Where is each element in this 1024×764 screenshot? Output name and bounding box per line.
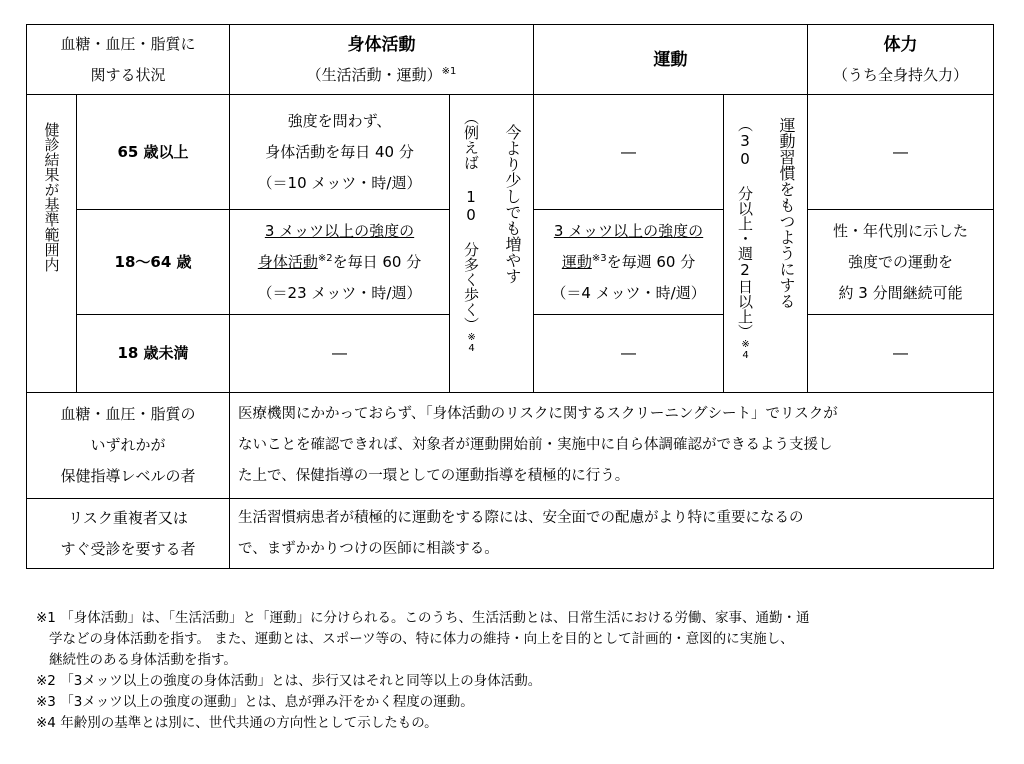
- header-status-line1: 血糖・血圧・脂質に: [60, 34, 196, 53]
- risk-label-line2: すぐ受診を要する者: [60, 539, 196, 558]
- activity-18-64-line1: 3 メッツ以上の強度の: [264, 221, 415, 240]
- footnotes: [36, 608, 996, 734]
- exercise-vertical-col2: （30 分以上・週2日以上）: [736, 116, 755, 339]
- activity-18-64-rest: を毎日 60 分: [332, 252, 422, 271]
- exercise-vertical-col1: 運動習慣をもつようにする: [777, 116, 797, 309]
- guidance-text-line1: 医療機関にかかっておらず、「身体活動のリスクに関するスクリーニングシート」でリスクが: [238, 406, 838, 422]
- exercise-18-64-line1: 3 メッツ以上の強度の: [553, 221, 704, 240]
- side-label-cell: [27, 95, 77, 393]
- fitness-65-plus: ―: [808, 95, 994, 210]
- header-exercise-cell: [534, 25, 808, 95]
- side-label: 健診結果が基準範囲内: [42, 121, 61, 272]
- guidance-label-line2: いずれかが: [90, 436, 166, 454]
- activity-18-64: [230, 210, 450, 315]
- footnote-1-line2: 学などの身体活動を指す。 また、運動とは、スポーツ等の、特に体力の維持・向上を目的として計画的・意図的に実施し、: [49, 631, 794, 647]
- activity-65-line2: 身体活動を毎日 40 分: [265, 142, 414, 161]
- guidance-label-line1: 血糖・血圧・脂質の: [60, 405, 196, 423]
- fitness-18-64-line1: 性・年代別に示した: [833, 221, 969, 240]
- exercise-18-64-rest: を毎週 60 分: [606, 252, 696, 271]
- guidance-label-line3: 保健指導レベルの者: [60, 467, 196, 485]
- exercise-18-64-u2: 運動: [561, 252, 592, 271]
- fitness-18-64-line2: 強度での運動を: [848, 252, 954, 271]
- guidance-row: [27, 393, 994, 499]
- activity-vertical-col1: 今より少しでも増やす: [503, 123, 523, 284]
- age-under-18: 18 歳未満: [77, 315, 230, 393]
- activity-65-plus: [230, 95, 450, 210]
- activity-vertical-sup: ※4: [466, 331, 478, 354]
- fitness-under-18: ―: [808, 315, 994, 393]
- activity-65-line1: 強度を問わず、: [287, 111, 392, 130]
- header-fitness-title: 体力: [883, 34, 918, 55]
- risk-label: [27, 499, 230, 569]
- risk-label-line1: リスク重複者又は: [68, 508, 188, 527]
- header-fitness-sub: （うち全身持久力）: [833, 65, 969, 84]
- age-65-plus: 65 歳以上: [77, 95, 230, 210]
- header-exercise-title: 運動: [653, 49, 688, 70]
- activity-vertical-cell: [450, 95, 534, 393]
- exercise-under-18: ―: [534, 315, 724, 393]
- risk-text-line2: で、まずかかりつけの医師に相談する。: [238, 540, 499, 557]
- risk-text-line1: 生活習慣病患者が積極的に運動をする際には、安全面での配慮がより特に重要になるの: [238, 509, 804, 526]
- exercise-65-plus: ―: [534, 95, 724, 210]
- footnote-4: ※4 年齢別の基準とは別に、世代共通の方向性として示したもの。: [36, 715, 438, 731]
- row-65-plus: [27, 95, 994, 210]
- footnote-3: ※3 「3メッツ以上の強度の運動」とは、息が弾み汗をかく程度の運動。: [36, 694, 474, 710]
- header-status-line2: 関する状況: [90, 65, 166, 84]
- activity-vertical-col2: （例えば 10 分多く歩く）: [462, 109, 481, 332]
- activity-65-line3: （＝10 メッツ・時/週）: [257, 173, 422, 192]
- header-activity-cell: [230, 25, 534, 95]
- physical-activity-guideline-table: [26, 24, 994, 569]
- footnote-2: ※2 「3メッツ以上の強度の身体活動」とは、歩行又はそれと同等以上の身体活動。: [36, 673, 542, 689]
- guidance-text-line2: ないことを確認できれば、対象者が運動開始前・実施中に自ら体調確認ができるよう支援し: [238, 437, 833, 453]
- guidance-text: [230, 393, 994, 499]
- header-fitness-cell: [808, 25, 994, 95]
- header-activity-sup: ※1: [441, 65, 457, 77]
- exercise-18-64: [534, 210, 724, 315]
- header-activity-title: 身体活動: [347, 34, 416, 55]
- header-row: [27, 25, 994, 95]
- exercise-18-64-sup: ※3: [591, 252, 607, 264]
- guidance-text-line3: た上で、保健指導の一環としての運動指導を積極的に行う。: [238, 468, 630, 484]
- footnote-1-line1: ※1 「身体活動」は、「生活活動」と「運動」に分けられる。このうち、生活活動とは、日常生活における労働、家事、通勤・通: [36, 610, 810, 626]
- header-activity-sub: （生活活動・運動）: [306, 65, 442, 84]
- activity-18-64-line3: （＝23 メッツ・時/週）: [257, 283, 422, 302]
- exercise-18-64-line3: （＝4 メッツ・時/週）: [551, 283, 706, 302]
- exercise-vertical-text: [724, 111, 807, 377]
- header-status-cell: [27, 25, 230, 95]
- activity-vertical-text: [450, 104, 533, 384]
- risk-row: [27, 499, 994, 569]
- exercise-vertical-sup: ※4: [740, 338, 752, 361]
- activity-18-64-sup: ※2: [317, 252, 333, 264]
- activity-18-64-u2: 身体活動: [257, 252, 318, 271]
- guidance-label: [27, 393, 230, 499]
- fitness-18-64-line3: 約 3 分間継続可能: [838, 283, 963, 302]
- fitness-18-64: [808, 210, 994, 315]
- risk-text: [230, 499, 994, 569]
- age-18-64: 18～64 歳: [77, 210, 230, 315]
- activity-under-18: ―: [230, 315, 450, 393]
- exercise-vertical-cell: [724, 95, 808, 393]
- footnote-1-line3: 継続性のある身体活動を指す。: [49, 652, 237, 668]
